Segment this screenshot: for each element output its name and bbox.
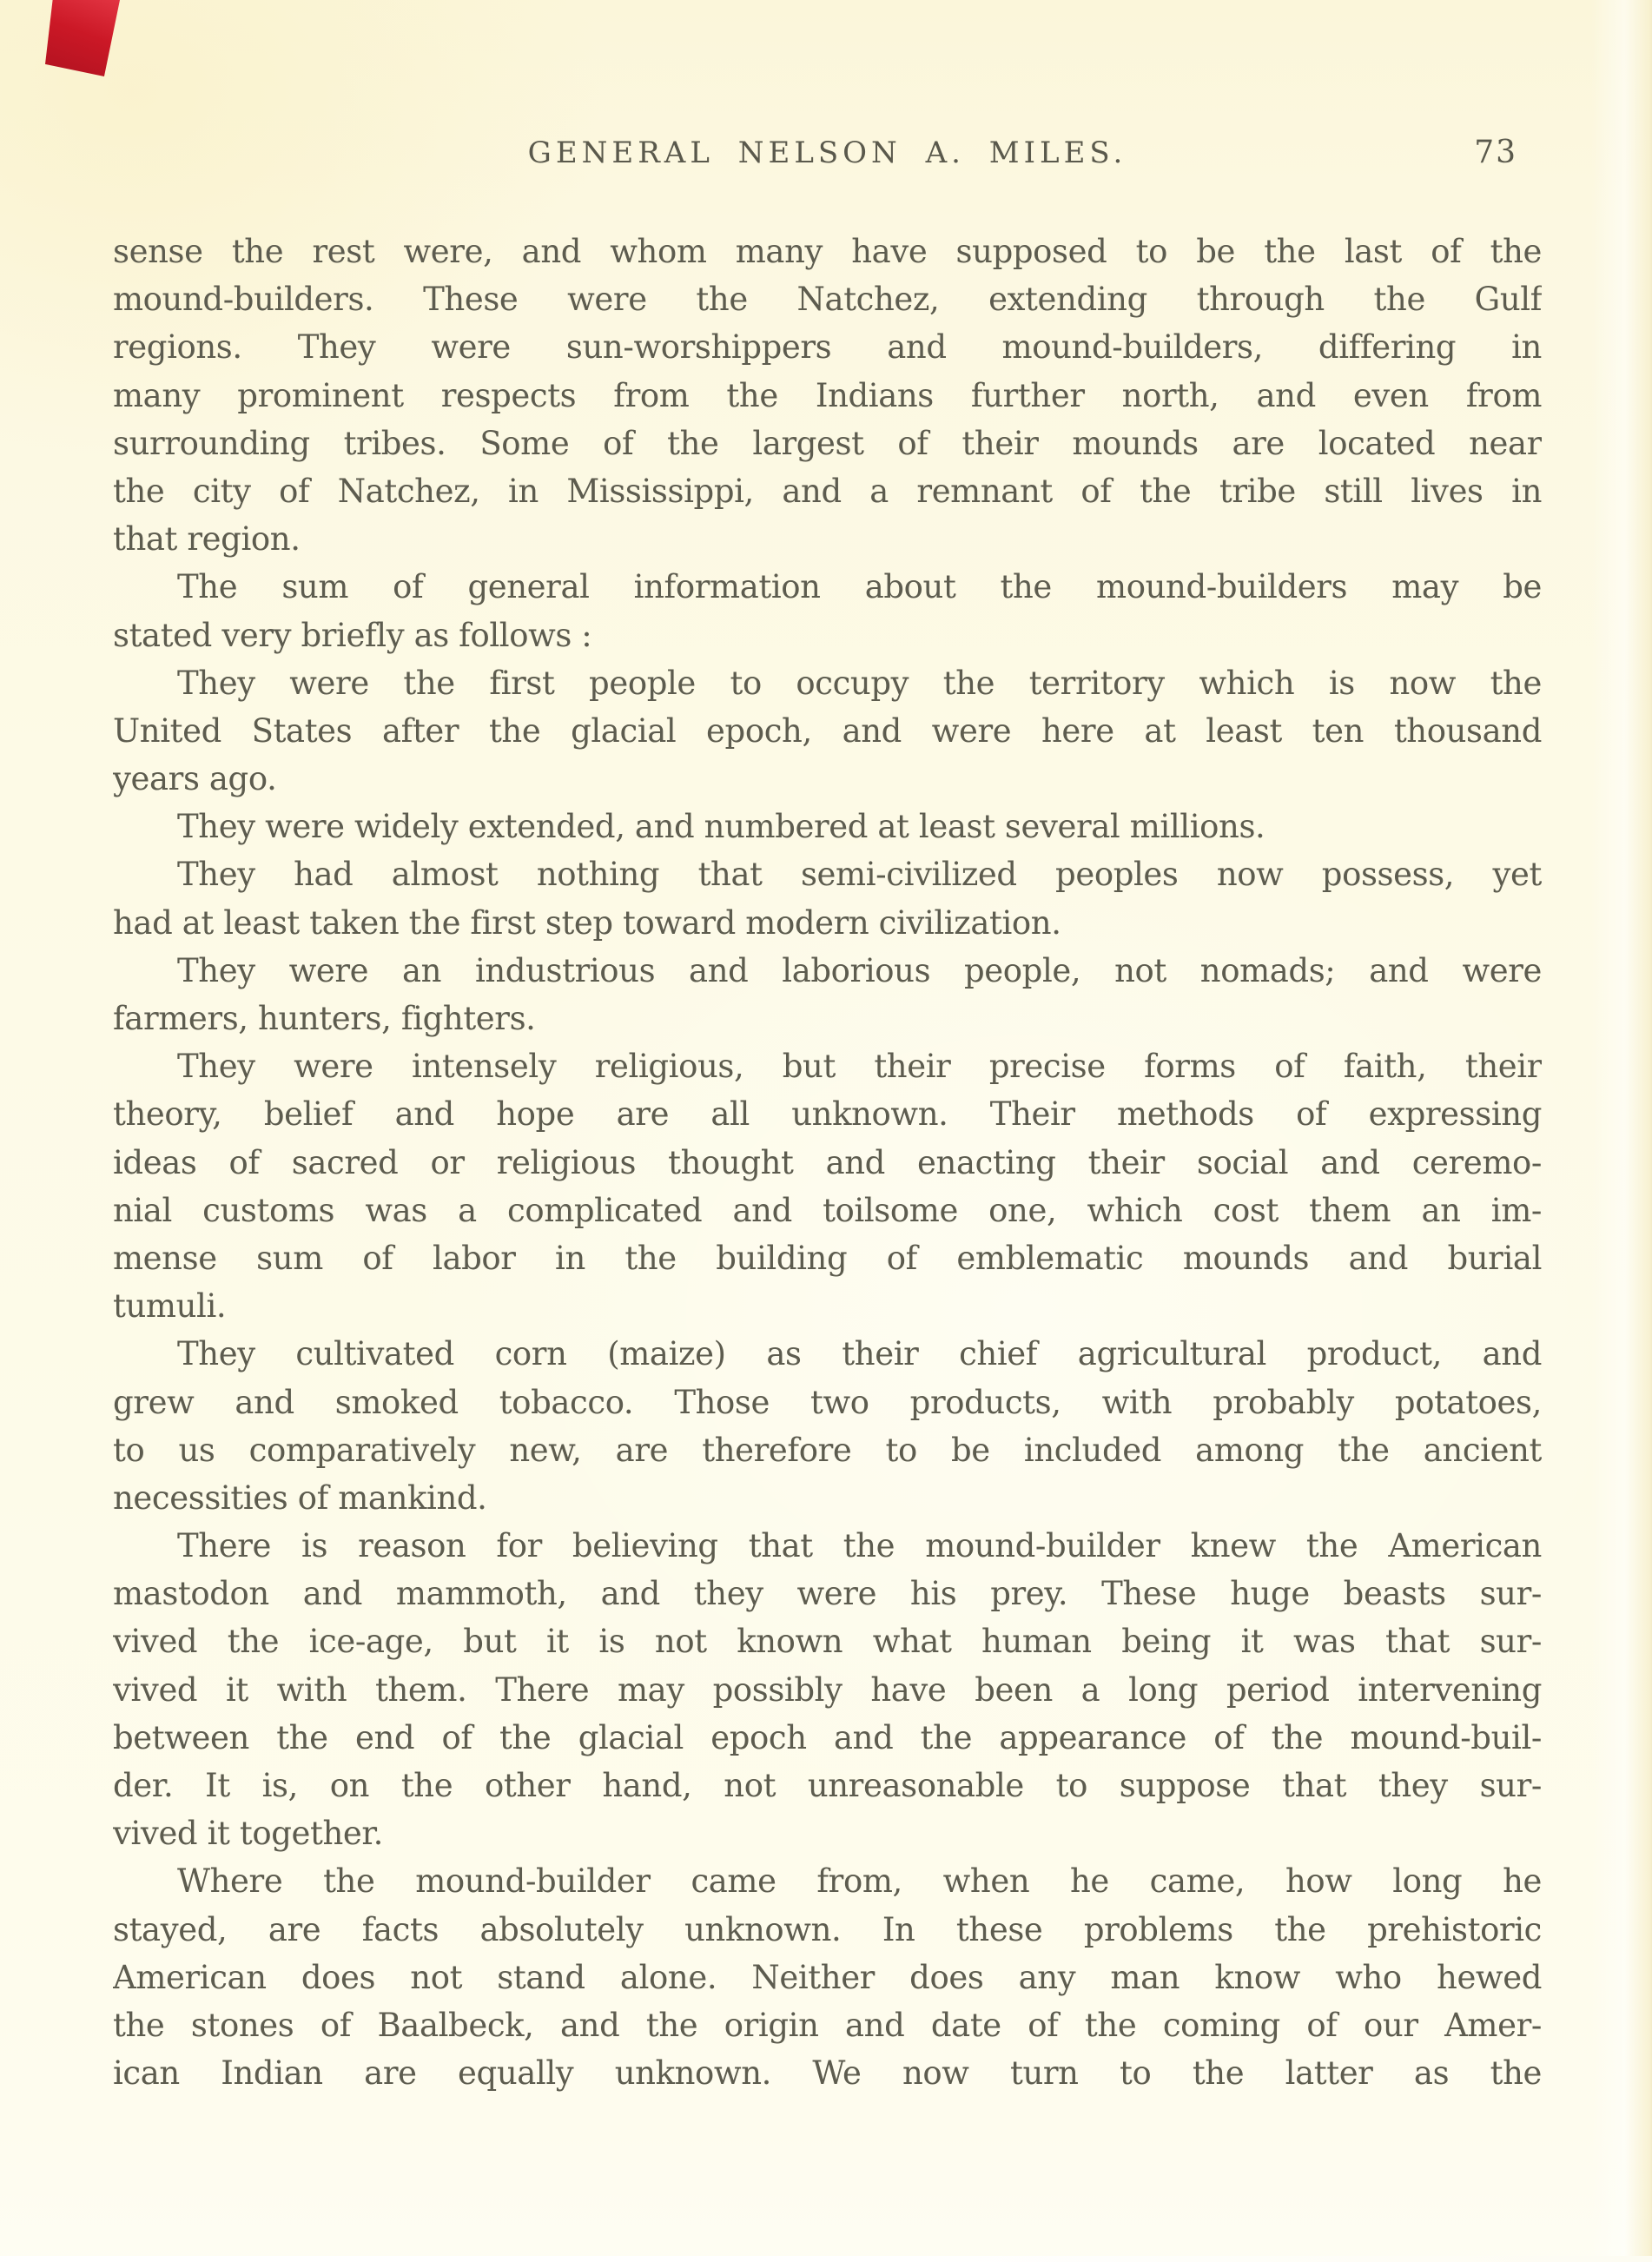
running-head-title: GENERAL NELSON A. MILES. — [527, 136, 1127, 170]
scan-edge-bottom — [0, 2256, 1652, 2262]
paragraph — [113, 228, 1542, 563]
paragraph — [113, 947, 1542, 1042]
text-line: theory, belief and hope are all unknown. Their methods of expressing — [113, 1095, 1542, 1134]
body-text — [113, 228, 1542, 2097]
text-line: der. It is, on the other hand, not unreasonable to suppose that they sur- — [113, 1767, 1542, 1804]
text-line: regions. They were sun-worshippers and mound-builders, differing in — [113, 328, 1542, 367]
text-line: between the end of the glacial epoch and the appearance of the mound-buil- — [113, 1718, 1542, 1756]
page-edge-right — [1591, 0, 1652, 2262]
paragraph — [113, 803, 1542, 850]
text-line: necessities of mankind. — [113, 1478, 487, 1517]
text-line: that region. — [113, 520, 301, 559]
text-line: mense sum of labor in the building of emblematic mounds and burial — [113, 1239, 1542, 1277]
text-line: They were the first people to occupy the territory which is now the — [177, 664, 1542, 702]
page-header — [113, 132, 1542, 174]
text-line: United States after the glacial epoch, and were here at least ten thousand — [113, 711, 1542, 750]
text-line: the stones of Baalbeck, and the origin and date of the coming of our Amer- — [113, 2006, 1542, 2044]
text-line: ican Indian are equally unknown. We now turn to the latter as the — [113, 2054, 1542, 2093]
text-line: Where the mound-builder came from, when he came, how long he — [177, 1862, 1542, 1901]
text-line: They cultivated corn (maize) as their chief agricultural product, and — [177, 1335, 1542, 1373]
text-line: They were intensely religious, but their precise forms of faith, their — [177, 1048, 1542, 1086]
paragraph — [113, 659, 1542, 804]
text-line: vived the ice-age, but it is not known what human being it was that sur- — [113, 1623, 1542, 1661]
text-line: the city of Natchez, in Mississippi, and a remnant of the tribe still lives in — [113, 472, 1542, 510]
text-line: American does not stand alone. Neither does any man know who hewed — [113, 1958, 1542, 1996]
text-line: The sum of general information about the mound-builders may be — [177, 568, 1542, 606]
paragraph — [113, 1857, 1542, 2097]
text-line: many prominent respects from the Indians further north, and even from — [113, 376, 1542, 414]
text-line: vived it with them. There may possibly have been a long period intervening — [113, 1670, 1542, 1709]
text-line: tumuli. — [113, 1287, 227, 1326]
text-line: had at least taken the first step toward modern civilization. — [113, 903, 1061, 942]
paragraph — [113, 850, 1542, 946]
text-line: ideas of sacred or religious thought and enacting their social and ceremo- — [113, 1143, 1542, 1181]
text-line: They were widely extended, and numbered at least several millions. — [177, 808, 1265, 846]
text-line: nial customs was a complicated and toilsome one, which cost them an im- — [113, 1191, 1542, 1229]
text-line: mastodon and mammoth, and they were his prey. These huge beasts sur- — [113, 1575, 1542, 1613]
text-line: They had almost nothing that semi-civilized peoples now possess, yet — [177, 856, 1542, 894]
text-line: mound-builders. These were the Natchez, extending through the Gulf — [113, 281, 1542, 319]
text-line: There is reason for believing that the mound-builder knew the American — [177, 1527, 1542, 1565]
text-line: vived it together. — [113, 1815, 383, 1853]
paragraph — [113, 1042, 1542, 1330]
text-line: sense the rest were, and whom many have supposed to be the last of the — [113, 233, 1542, 270]
text-line: They were an industrious and laborious people, not nomads; and were — [177, 951, 1542, 989]
text-line: to us comparatively new, are therefore to be included among the ancient — [113, 1431, 1542, 1469]
text-line: farmers, hunters, fighters. — [113, 1000, 536, 1037]
text-line: surrounding tribes. Some of the largest of their mounds are located near — [113, 424, 1542, 462]
paragraph — [113, 1522, 1542, 1857]
text-line: stated very briefly as follows : — [113, 616, 592, 654]
text-line: years ago. — [113, 760, 277, 798]
red-tape-mark — [45, 0, 120, 76]
paragraph — [113, 1330, 1542, 1522]
text-line: stayed, are facts absolutely unknown. In these problems the prehistoric — [113, 1910, 1542, 1948]
paragraph — [113, 563, 1542, 658]
text-line: grew and smoked tobacco. Those two products, with probably potatoes, — [113, 1383, 1542, 1421]
page-number: 73 — [1474, 135, 1517, 170]
